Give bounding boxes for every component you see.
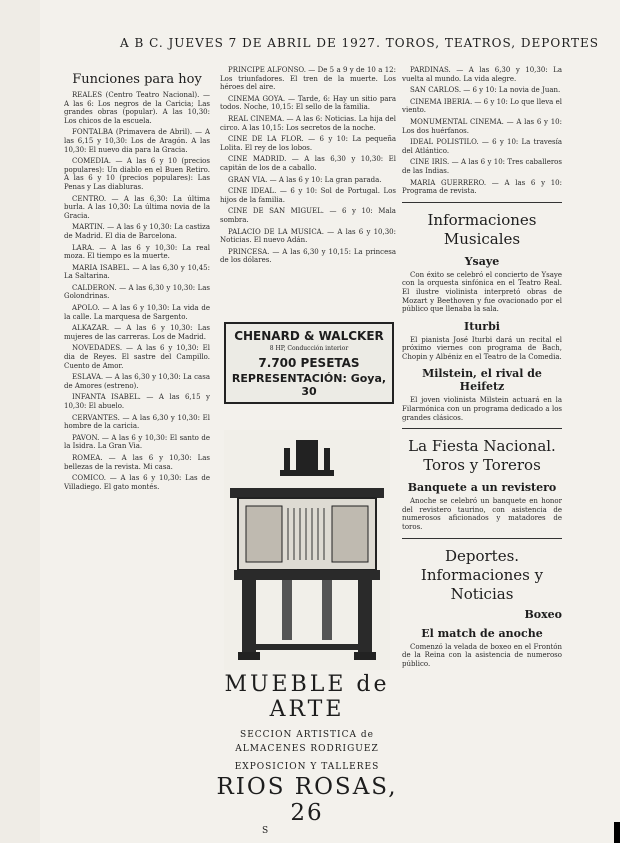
music-item-text: El pianista José Iturbi dará un recital el próximo viernes con programa de Bach, Chopin y Albéniz en el Teatro de la Comedia. [402,335,562,361]
column-listings-1 [64,66,210,836]
listing-paragraph: IDEAL POLISTILO. — 6 y 10: La travesía del Atlántico. [402,138,562,155]
music-item-heading: Ysaye [464,254,500,268]
listing-paragraph: MONUMENTAL CINEMA. — A las 6 y 10: Los dos huérfanos. [402,117,562,135]
listing-paragraph: CENTRO. — A las 6,30: La última burla. A las 10,30: La última novia de la Gracia. [64,194,210,220]
listing-paragraph: PALACIO DE LA MUSICA. — A las 6 y 10,30: Noticias. El nuevo Adán. [220,227,396,245]
listing-paragraph: MARIA ISABEL. — A las 6,30 y 10,45: La Saltarina. [64,263,210,281]
mueble-title: MUEBLE de ARTE [224,672,390,722]
listing-paragraph: ALKAZAR. — A las 6 y 10,30: Las mujeres de las carreras. Los de Madrid. [64,324,210,341]
listing-paragraph: CINEMA IBERIA. — 6 y 10: Lo que lleva el viento. [402,97,562,115]
listing-paragraph: CINE DE SAN MIGUEL. — 6 y 10: Mala sombra. [220,207,396,224]
listing-paragraph: COMEDIA. — A las 6 y 10 (precios populares): Un diablo en el Buen Retiro. A las 6 y 10 (precios populares): Las Penas y Las diabluras. [64,157,210,191]
listing-paragraph: CINEMA GOYA. — Tarde, 6: Hay un sitio para todos. Noche, 10,15: El sello de la familia. [220,94,396,112]
listing-paragraph: APOLO. — A las 6 y 10,30: La vida de la calle. La marquesa de Sargento. [64,304,210,321]
listing-paragraph: CERVANTES. — A las 6,30 y 10,30: El hombre de la caricia. [64,413,210,431]
edge-mark [614,822,620,843]
music-item-text: El joven violinista Milstein actuará en la Filarmónica con un programa dedicado a los grandes clásicos. [402,396,562,422]
ad-brand: CHENARD & WALCKER [234,329,384,343]
listings-1-body [64,91,210,491]
mueble-de-arte-ad [216,672,398,826]
bulls-text: Anoche se celebró un banquete en honor del revistero taurino, con asistencia de numerosos aficionados y matadores de toros. [402,497,562,532]
page-header: A B C. JUEVES 7 DE ABRIL DE 1927. TOROS, TEATROS, DEPORTES [120,36,600,50]
mueble-address: RIOS ROSAS, 26 [216,774,398,826]
bulls-subtitle: Banquete a un revistero [407,481,557,495]
listing-paragraph: ESLAVA. — A las 6,30 y 10,30: La casa de Amores (estreno). [64,373,210,390]
listing-paragraph: PRINCIPE ALFONSO. — De 5 a 9 y de 10 a 12: Los triunfadores. El tren de la muerte. Los héroes del aire. [220,66,396,92]
ad-representation: REPRESENTACIÓN: Goya, 30 [231,372,387,398]
listing-paragraph: MARTIN. — A las 6 y 10,30: La castiza de Madrid. El dia de Barcelona. [64,223,210,240]
mueble-section: SECCION ARTISTICA de ALMACENES RODRIGUEZ [235,730,379,754]
listings-2-body [220,66,396,265]
mueble-exhibition: EXPOSICION Y TALLERES [234,762,380,772]
listing-paragraph: PRINCESA. — A las 6,30 y 10,15: La princesa de los dólares. [220,247,396,265]
listings-3-body [402,66,562,196]
listing-paragraph: MARIA GUERRERO. — A las 6 y 10: Programa de revista. [402,178,562,196]
music-item-text: Con éxito se celebró el concierto de Ysaye con la orquesta sinfónica en el Teatro Real. El ilustre violinista interpretó obras de Mozart y Beethoven y fue ovacionado por el público que llenaba la sala. [402,270,562,314]
listing-paragraph: REAL CINEMA. — A las 6: Noticias. La hija del circo. A las 10,15: Los secretos de la noche. [220,114,396,132]
listing-paragraph: COMICO. — A las 6 y 10,30: Las de Villadiego. El gato montés. [64,474,210,491]
music-item-heading: Iturbi [464,319,500,333]
section-title-sports: Deportes. Informaciones y Noticias [420,546,544,603]
listing-paragraph: CINE IRIS. — A las 6 y 10: Tres caballeros de las Indias. [402,158,562,175]
cabinet-drawing-icon [224,430,390,670]
left-margin [0,0,40,843]
listing-paragraph: LARA. — A las 6 y 10,30: La real moza. El tiempo es la muerte. [64,243,210,261]
furniture-illustration [224,430,390,670]
divider [402,202,562,203]
ad-price: 7.700 PESETAS [258,356,360,370]
listing-paragraph: FONTALBA (Primavera de Abril). — A las 6,15 y 10,30: Los de Aragón. A las 10,30: El nuevo dia para la Gracia. [64,128,210,154]
boxing-subtitle: El match de anoche [421,626,543,640]
listing-paragraph: GRAN VIA. — A las 6 y 10: La gran parada. [228,175,382,184]
listing-paragraph: CINE IDEAL. — 6 y 10: Sol de Portugal. Los hijos de la familia. [220,187,396,204]
divider [402,428,562,429]
music-news [402,255,562,423]
listing-paragraph: PARDIÑAS. — A las 6,30 y 10,30: La vuelta al mundo. La vida alegre. [402,66,562,83]
divider [402,538,562,539]
section-title-funciones: Funciones para hoy [72,72,202,87]
listing-paragraph: INFANTA ISABEL. — A las 6,15 y 10,30: El abuelo. [64,393,210,410]
listing-paragraph: NOVEDADES. — A las 6 y 10,30: El dia de Reyes. El sastre del Campillo. Cuento de Amor. [64,344,210,370]
column-right [402,66,562,836]
listing-paragraph: PAVON. — A las 6 y 10,30: El santo de la Isidra. La Gran Via. [64,433,210,451]
boxing-text: Comenzó la velada de boxeo en el Frontón de la Reina con la asistencia de numeroso público. [402,642,562,668]
listing-paragraph: CINE DE LA FLOR. — 6 y 10: La pequeña Lolita. El rey de los lobos. [220,135,396,152]
listing-paragraph: REALES (Centro Teatro Nacional). — A las 6: Los negros de la Caricia; Las grandes obras (popular). A las 10,30: Los chicos de la escuela. [64,91,210,125]
section-title-music: Informaciones Musicales [427,210,537,248]
listing-paragraph: CALDERON. — A las 6,30 y 10,30: Las Golondrinas. [64,283,210,301]
listing-paragraph: CINE MADRID. — A las 6,30 y 10,30: El capitán de los de a caballo. [220,155,396,172]
ad-detail: 8 HP, Conducción interior [269,345,349,352]
section-title-bulls: La Fiesta Nacional. Toros y Toreros [408,437,556,475]
music-item-heading: Milstein, el rival de Heifetz [422,367,542,394]
page-number: S [262,826,269,836]
chenard-walcker-ad [224,322,394,404]
listing-paragraph: ROMEA. — A las 6 y 10,30: Las bellezas de la revista. Mi casa. [64,453,210,471]
listing-paragraph: SAN CARLOS. — 6 y 10: La novia de Juan. [410,86,561,95]
boxing-label: Boxeo [524,607,562,621]
column-listings-2 [220,66,396,306]
